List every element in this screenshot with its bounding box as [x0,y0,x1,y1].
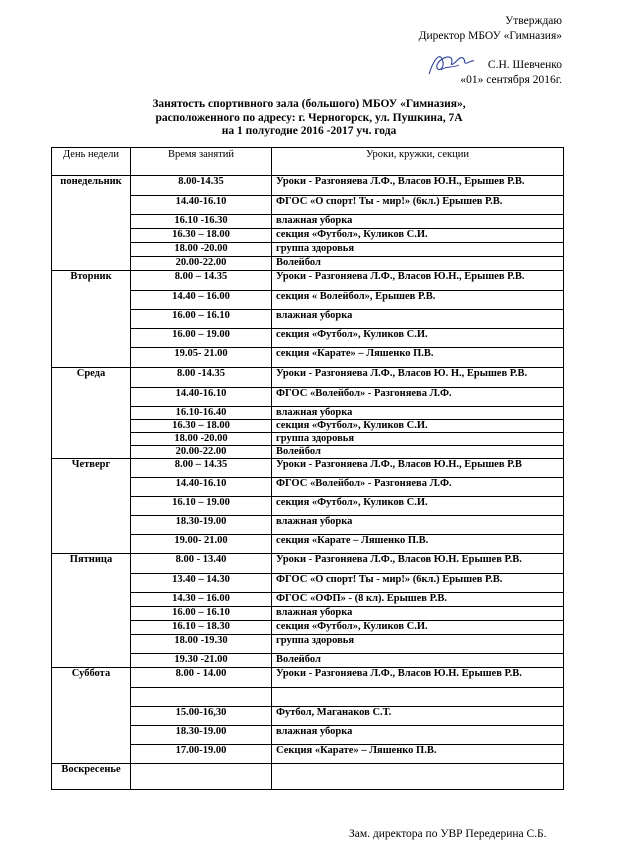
activity-cell: влажная уборка [272,215,564,229]
header-activity: Уроки, кружки, секции [272,148,564,176]
activity-cell: ФГОС «О спорт! Ты - мир!» (6кл.) Ерышев Р.В. [272,196,564,215]
activity-cell: секция «Футбол», Куликов С.И. [272,329,564,348]
table-row [52,176,564,196]
activity-cell: секция «Футбол», Куликов С.И. [272,497,564,516]
approval-line-2: Директор МБОУ «Гимназия» [418,29,562,42]
activity-cell: Уроки - Разгоняева Л.Ф., Власов Ю.Н. Ерышев Р.В. [272,668,564,688]
table-row [52,668,564,688]
time-cell: 14.40-16.10 [131,388,272,407]
activity-cell: Волейбол [272,446,564,459]
activity-cell: секция «Футбол», Куликов С.И. [272,229,564,243]
time-cell: 18.00 -20.00 [131,433,272,446]
time-cell: 17.00-19.00 [131,745,272,764]
activity-cell: ФГОС «О спорт! Ты - мир!» (6кл.) Ерышев Р.В. [272,574,564,593]
time-cell: 16.00 – 16.10 [131,607,272,621]
activity-cell: Уроки - Разгоняева Л.Ф., Власов Ю.Н. Ерышев Р.В. [272,554,564,574]
activity-cell: Уроки - Разгоняева Л.Ф., Власов Ю.Н., Ерышев Р.В. [272,176,564,196]
activity-cell: Уроки - Разгоняева Л.Ф., Власов Ю. Н., Ерышев Р.В. [272,368,564,388]
table-row [52,368,564,388]
table-row [52,764,564,790]
title-line-3: на 1 полугодие 2016 -2017 уч. года [221,125,397,137]
activity-cell: группа здоровья [272,433,564,446]
document-title [0,98,618,139]
activity-cell: влажная уборка [272,310,564,329]
activity-cell: Волейбол [272,257,564,271]
day-cell: Вторник [52,271,131,368]
activity-cell: Уроки - Разгоняева Л.Ф., Власов Ю.Н., Ерышев Р.В. [272,271,564,291]
time-cell: 18.30-19.00 [131,726,272,745]
time-cell: 14.40-16.10 [131,196,272,215]
time-cell: 18.00 -20.00 [131,243,272,257]
time-cell: 16.10 – 18.30 [131,621,272,635]
activity-cell: группа здоровья [272,243,564,257]
time-cell: 8.00 – 14.35 [131,459,272,478]
time-cell: 16.10 – 19.00 [131,497,272,516]
time-cell [131,764,272,790]
time-cell: 13.40 – 14.30 [131,574,272,593]
activity-cell: Уроки - Разгоняева Л.Ф., Власов Ю.Н., Ерышев Р.В [272,459,564,478]
activity-cell: секция «Футбол», Куликов С.И. [272,420,564,433]
table-row [52,554,564,574]
time-cell: 16.00 – 19.00 [131,329,272,348]
activity-cell: секция « Волейбол», Ерышев Р.В. [272,291,564,310]
time-cell: 16.00 – 16.10 [131,310,272,329]
day-cell: Пятница [52,554,131,668]
time-cell: 16.10-16.40 [131,407,272,420]
table-header-row [52,148,564,176]
title-line-1: Занятость спортивного зала (большого) МБОУ «Гимназия», [152,98,466,110]
time-cell: 14.40-16.10 [131,478,272,497]
activity-cell [272,764,564,790]
activity-cell [272,688,564,707]
footer-signature: Зам. директора по УВР Передерина С.Б. [349,828,547,840]
time-cell: 8.00 - 13.40 [131,554,272,574]
activity-cell: Футбол, Маганаков С.Т. [272,707,564,726]
time-cell: 15.00-16,30 [131,707,272,726]
time-cell: 16.10 -16.30 [131,215,272,229]
time-cell: 8.00-14.35 [131,176,272,196]
time-cell: 18.00 -19.30 [131,635,272,654]
time-cell [131,688,272,707]
time-cell: 8.00 – 14.35 [131,271,272,291]
time-cell: 19.30 -21.00 [131,654,272,668]
time-cell: 20.00-22.00 [131,257,272,271]
day-cell: Воскресенье [52,764,131,790]
activity-cell: влажная уборка [272,607,564,621]
activity-cell: ФГОС «Волейбол» - Разгоняева Л.Ф. [272,388,564,407]
header-day: День недели [52,148,131,176]
activity-cell: ФГОС «ОФП» - (8 кл). Ерышев Р.В. [272,593,564,607]
header-time: Время занятий [131,148,272,176]
time-cell: 14.30 – 16.00 [131,593,272,607]
day-cell: Четверг [52,459,131,554]
approval-line-3: С.Н. Шевченко [487,59,562,71]
time-cell: 19.05- 21.00 [131,348,272,368]
activity-cell: влажная уборка [272,407,564,420]
activity-cell: ФГОС «Волейбол» - Разгоняева Л.Ф. [272,478,564,497]
table-row [52,271,564,291]
time-cell: 8.00 - 14.00 [131,668,272,688]
time-cell: 16.30 – 18.00 [131,420,272,433]
signature-icon [427,48,475,78]
title-line-2: расположенного по адресу: г. Черногорск, ул. Пушкина, 7А [155,111,463,124]
schedule-body [52,176,564,790]
activity-cell: влажная уборка [272,516,564,535]
day-cell: Среда [52,368,131,459]
time-cell: 18.30-19.00 [131,516,272,535]
approval-line-4: «01» сентября 2016г. [460,73,562,86]
time-cell: 8.00 -14.35 [131,368,272,388]
activity-cell: Секция «Карате» – Ляшенко П.В. [272,745,564,764]
activity-cell: влажная уборка [272,726,564,745]
time-cell: 14.40 – 16.00 [131,291,272,310]
approval-line-1: Утверждаю [505,15,562,27]
activity-cell: Волейбол [272,654,564,668]
schedule-table [51,147,564,790]
day-cell: Суббота [52,668,131,764]
time-cell: 20.00-22.00 [131,446,272,459]
table-row [52,459,564,478]
time-cell: 16.30 – 18.00 [131,229,272,243]
time-cell: 19.00- 21.00 [131,535,272,554]
activity-cell: секция «Футбол», Куликов С.И. [272,621,564,635]
activity-cell: группа здоровья [272,635,564,654]
activity-cell: секция «Карате» – Ляшенко П.В. [272,348,564,368]
day-cell: понедельник [52,176,131,271]
activity-cell: секция «Карате – Ляшенко П.В. [272,535,564,554]
